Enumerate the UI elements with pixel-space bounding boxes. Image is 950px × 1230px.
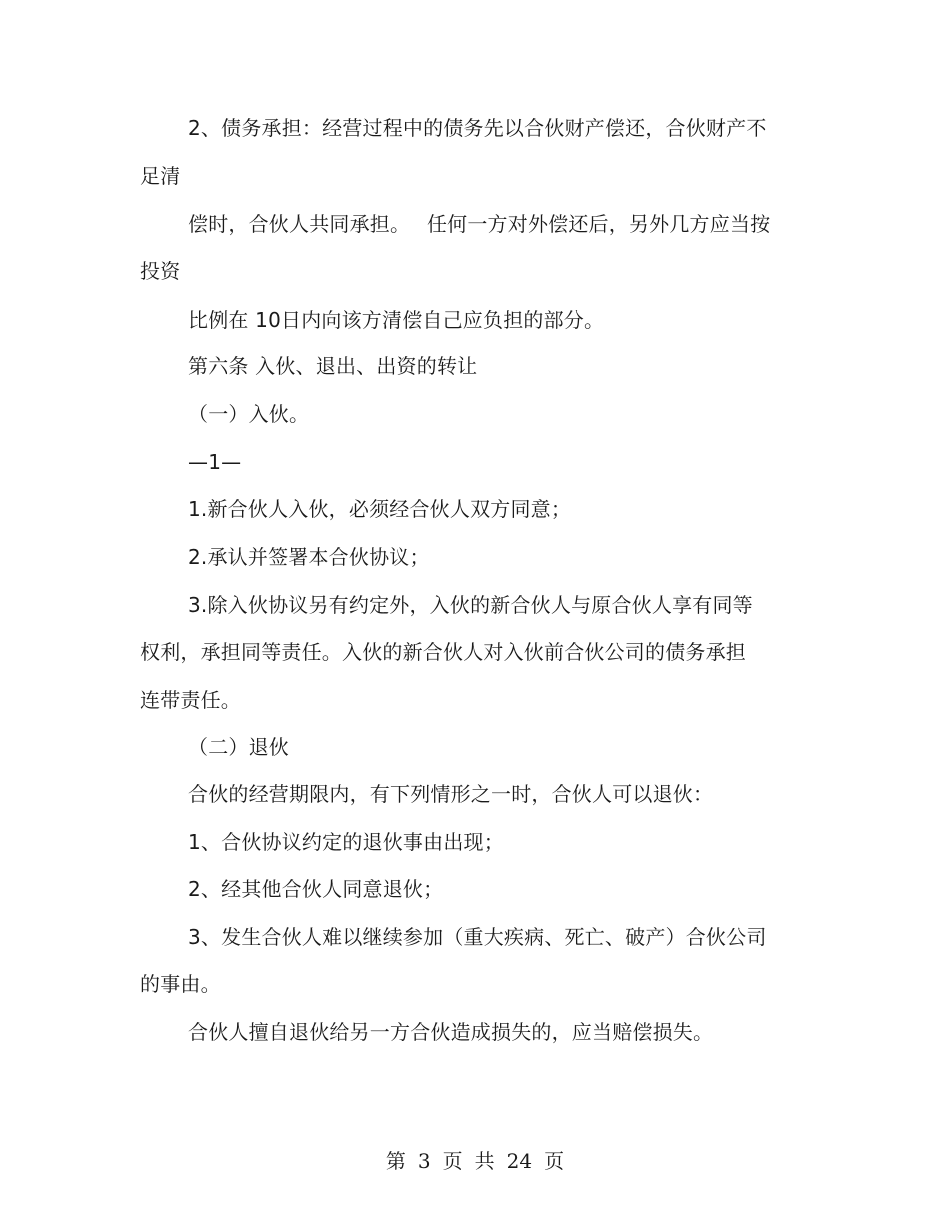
- paragraph-line: 合伙人擅自退伙给另一方合伙造成损失的，应当赔偿损失。: [188, 1020, 714, 1044]
- paragraph-line: 3.除入伙协议另有约定外，入伙的新合伙人与原合伙人享有同等: [188, 593, 753, 617]
- paragraph-line: 2、经其他合伙人同意退伙；: [188, 877, 444, 901]
- paragraph-line: 1、合伙协议约定的退伙事由出现；: [188, 830, 504, 854]
- paragraph-line: 连带责任。: [140, 688, 241, 712]
- page-footer: [0, 1147, 950, 1175]
- paragraph-line: 合伙的经营期限内，有下列情形之一时，合伙人可以退伙：: [188, 782, 714, 806]
- footer-prefix: 第: [385, 1149, 406, 1173]
- paragraph-line: 2.承认并签署本合伙协议；: [188, 545, 430, 569]
- paragraph-line: 1.新合伙人入伙，必须经合伙人双方同意；: [188, 497, 572, 521]
- paragraph-line: 权利，承担同等责任。入伙的新合伙人对入伙前合伙公司的债务承担: [140, 640, 746, 664]
- paragraph-line: 的事由。: [140, 972, 221, 996]
- footer-suffix: 页: [544, 1149, 565, 1173]
- subsection-heading: （一）入伙。: [188, 402, 310, 426]
- paragraph-line: 足清: [140, 164, 181, 188]
- paragraph-line: 3、发生合伙人难以继续参加（重大疾病、死亡、破产）合伙公司: [188, 925, 767, 949]
- inline-page-marker: —1—: [188, 450, 242, 474]
- paragraph-line: 偿时，合伙人共同承担。 任何一方对外偿还后，另外几方应当按: [188, 212, 771, 236]
- section-heading: 第六条 入伙、退出、出资的转让: [188, 354, 478, 378]
- subsection-heading: （二）退伙: [188, 735, 289, 759]
- paragraph-line: 投资: [140, 259, 181, 283]
- paragraph-line: 比例在 10日内向该方清偿自己应负担的部分。: [188, 308, 605, 332]
- footer-total-word: 共: [474, 1149, 495, 1173]
- footer-total-pages: 24: [506, 1149, 533, 1173]
- footer-current-page: 3: [417, 1149, 431, 1173]
- footer-page-word: 页: [442, 1149, 463, 1173]
- paragraph-line: 2、债务承担：经营过程中的债务先以合伙财产偿还，合伙财产不: [188, 116, 767, 140]
